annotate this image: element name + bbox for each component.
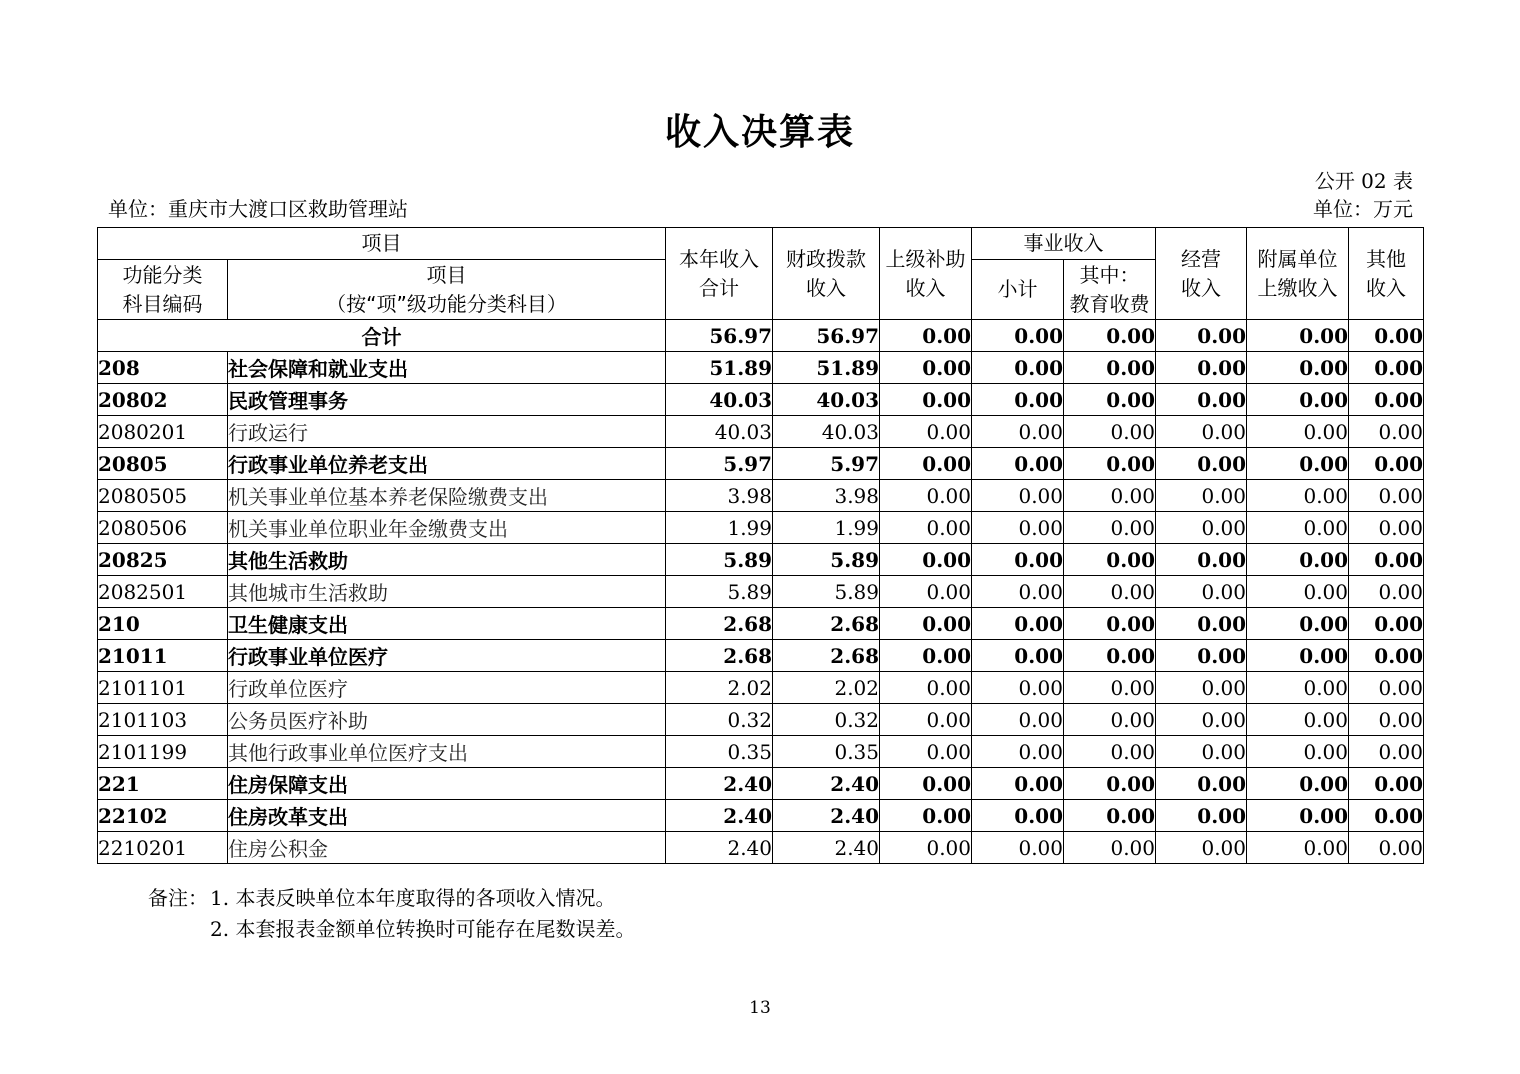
table-row (98, 704, 1424, 736)
row-name: 其他城市生活救助 (228, 576, 666, 608)
row-value: 0.00 (1247, 672, 1349, 704)
row-value: 0.00 (972, 608, 1064, 640)
row-value: 0.00 (1156, 640, 1247, 672)
header-fiscal-line2: 收入 (806, 275, 846, 300)
row-value: 2.40 (773, 800, 880, 832)
row-code: 210 (98, 608, 228, 640)
row-value: 0.00 (880, 832, 972, 864)
row-code: 21011 (98, 640, 228, 672)
row-value: 5.97 (666, 448, 773, 480)
row-value: 0.00 (1064, 352, 1156, 384)
row-name: 住房公积金 (228, 832, 666, 864)
row-value: 0.00 (1156, 832, 1247, 864)
row-value: 0.00 (1247, 448, 1349, 480)
row-value: 0.00 (1349, 672, 1424, 704)
row-value: 0.00 (972, 544, 1064, 576)
row-value: 0.00 (1247, 512, 1349, 544)
table-row (98, 736, 1424, 768)
row-value: 0.00 (972, 576, 1064, 608)
row-name: 行政事业单位养老支出 (228, 448, 666, 480)
row-value: 0.00 (1247, 832, 1349, 864)
row-value: 0.00 (1064, 544, 1156, 576)
header-func-code (98, 260, 228, 320)
header-other-line1: 其他 (1366, 246, 1406, 271)
row-code: 22102 (98, 800, 228, 832)
table-row (98, 832, 1424, 864)
total-cell: 0.00 (1247, 320, 1349, 352)
row-value: 3.98 (773, 480, 880, 512)
row-value: 0.00 (880, 416, 972, 448)
row-value: 0.00 (1247, 576, 1349, 608)
row-value: 0.00 (1247, 480, 1349, 512)
header-edu (1064, 260, 1156, 320)
income-statement-table (97, 227, 1424, 864)
row-code: 20802 (98, 384, 228, 416)
header-func-code-line1: 功能分类 (122, 262, 203, 287)
row-value: 2.68 (666, 640, 773, 672)
row-value: 5.89 (773, 544, 880, 576)
page-number: 13 (749, 998, 771, 1018)
row-name: 其他行政事业单位医疗支出 (228, 736, 666, 768)
notes (148, 883, 635, 945)
row-value: 0.00 (972, 736, 1064, 768)
row-value: 0.00 (1156, 576, 1247, 608)
row-code: 2101101 (98, 672, 228, 704)
page-title: 收入决算表 (664, 112, 855, 153)
table-row (98, 352, 1424, 384)
row-code: 2101199 (98, 736, 228, 768)
header-edu-line2: 教育收费 (1069, 291, 1150, 316)
reporting-unit: 单位：重庆市大渡口区救助管理站 (108, 197, 408, 221)
row-value: 0.00 (1349, 800, 1424, 832)
header-superior-line1: 上级补助 (885, 246, 966, 271)
row-value: 0.00 (1349, 576, 1424, 608)
row-value: 0.32 (666, 704, 773, 736)
row-value: 0.35 (666, 736, 773, 768)
row-value: 2.40 (666, 832, 773, 864)
total-label: 合计 (98, 320, 666, 352)
row-value: 0.00 (1064, 736, 1156, 768)
row-value: 0.00 (1349, 448, 1424, 480)
row-value: 0.00 (1064, 608, 1156, 640)
row-name: 社会保障和就业支出 (228, 352, 666, 384)
table-row (98, 512, 1424, 544)
table-row (98, 640, 1424, 672)
row-value: 0.00 (1156, 608, 1247, 640)
row-value: 0.00 (1064, 672, 1156, 704)
row-value: 2.02 (666, 672, 773, 704)
total-row (98, 320, 1424, 352)
row-value: 0.00 (880, 640, 972, 672)
row-value: 0.00 (972, 640, 1064, 672)
row-value: 0.00 (1156, 448, 1247, 480)
row-value: 0.00 (880, 512, 972, 544)
row-name: 行政事业单位医疗 (228, 640, 666, 672)
row-value: 0.00 (972, 384, 1064, 416)
row-value: 0.00 (880, 384, 972, 416)
total-cell: 0.00 (1156, 320, 1247, 352)
header-career: 事业收入 (972, 228, 1156, 260)
row-value: 0.00 (1247, 352, 1349, 384)
table-row (98, 576, 1424, 608)
row-name: 住房改革支出 (228, 800, 666, 832)
row-value: 0.00 (1064, 800, 1156, 832)
row-value: 0.00 (1064, 384, 1156, 416)
header-subtotal: 小计 (972, 260, 1064, 320)
row-value: 0.00 (972, 416, 1064, 448)
row-value: 0.00 (1156, 800, 1247, 832)
header-affiliated-line2: 上缴收入 (1257, 275, 1338, 300)
row-code: 20805 (98, 448, 228, 480)
row-name: 卫生健康支出 (228, 608, 666, 640)
row-value: 0.00 (880, 480, 972, 512)
row-value: 0.35 (773, 736, 880, 768)
total-cell: 0.00 (1349, 320, 1424, 352)
row-name: 行政单位医疗 (228, 672, 666, 704)
row-value: 0.00 (1349, 608, 1424, 640)
row-value: 0.00 (1349, 512, 1424, 544)
row-value: 0.00 (972, 480, 1064, 512)
note-row (148, 883, 635, 914)
row-value: 0.00 (1349, 384, 1424, 416)
row-value: 2.40 (666, 768, 773, 800)
row-value: 5.97 (773, 448, 880, 480)
row-code: 2082501 (98, 576, 228, 608)
note-item: 1. 本表反映单位本年度取得的各项收入情况。 (210, 886, 616, 910)
row-value: 5.89 (666, 544, 773, 576)
row-value: 0.00 (1156, 544, 1247, 576)
row-code: 2080505 (98, 480, 228, 512)
header-item-line1: 项目 (426, 262, 467, 287)
row-value: 0.00 (972, 832, 1064, 864)
header-func-code-line2: 科目编码 (122, 291, 203, 316)
row-value: 0.00 (972, 672, 1064, 704)
header-total-line1: 本年收入 (679, 246, 759, 271)
row-name: 机关事业单位基本养老保险缴费支出 (228, 480, 666, 512)
header-fiscal (773, 228, 880, 320)
row-value: 0.00 (1349, 544, 1424, 576)
row-code: 221 (98, 768, 228, 800)
row-value: 0.00 (1064, 448, 1156, 480)
total-cell: 0.00 (880, 320, 972, 352)
row-value: 0.00 (972, 448, 1064, 480)
row-value: 2.68 (666, 608, 773, 640)
header-item-line2: （按“项”级功能分类科目） (326, 291, 567, 316)
total-cell: 0.00 (972, 320, 1064, 352)
row-value: 0.00 (1247, 384, 1349, 416)
row-value: 0.00 (1349, 352, 1424, 384)
row-value: 40.03 (773, 416, 880, 448)
row-value: 0.00 (1349, 480, 1424, 512)
row-value: 0.00 (880, 576, 972, 608)
header-fiscal-line1: 财政拨款 (786, 246, 866, 271)
row-name: 公务员医疗补助 (228, 704, 666, 736)
row-value: 0.00 (1064, 416, 1156, 448)
row-value: 1.99 (666, 512, 773, 544)
row-value: 0.00 (1064, 576, 1156, 608)
row-code: 2210201 (98, 832, 228, 864)
notes-label: 备注： (148, 886, 208, 910)
row-value: 0.00 (1156, 704, 1247, 736)
row-value: 0.00 (1156, 352, 1247, 384)
table-row (98, 448, 1424, 480)
row-value: 0.32 (773, 704, 880, 736)
table-row (98, 480, 1424, 512)
row-value: 0.00 (880, 448, 972, 480)
note-row (148, 914, 635, 945)
row-value: 0.00 (880, 736, 972, 768)
table-row (98, 608, 1424, 640)
row-code: 208 (98, 352, 228, 384)
row-value: 0.00 (972, 800, 1064, 832)
row-value: 0.00 (880, 672, 972, 704)
row-value: 0.00 (1156, 736, 1247, 768)
row-value: 0.00 (972, 352, 1064, 384)
row-value: 0.00 (1156, 416, 1247, 448)
row-code: 2101103 (98, 704, 228, 736)
row-value: 0.00 (1247, 608, 1349, 640)
header-total (666, 228, 773, 320)
row-value: 0.00 (1247, 416, 1349, 448)
table-row (98, 416, 1424, 448)
header-superior-line2: 收入 (905, 275, 946, 300)
row-value: 0.00 (1064, 832, 1156, 864)
note-item: 2. 本套报表金额单位转换时可能存在尾数误差。 (210, 917, 636, 941)
row-value: 0.00 (1247, 704, 1349, 736)
row-value: 0.00 (880, 352, 972, 384)
row-value: 2.40 (773, 768, 880, 800)
header-operating-line2: 收入 (1181, 275, 1221, 300)
row-value: 40.03 (666, 384, 773, 416)
row-value: 2.40 (773, 832, 880, 864)
row-value: 0.00 (972, 768, 1064, 800)
row-value: 0.00 (1064, 640, 1156, 672)
row-value: 0.00 (1349, 736, 1424, 768)
row-name: 其他生活救助 (228, 544, 666, 576)
row-value: 0.00 (1247, 800, 1349, 832)
row-value: 0.00 (972, 512, 1064, 544)
row-value: 0.00 (1349, 416, 1424, 448)
row-value: 0.00 (1349, 768, 1424, 800)
row-value: 40.03 (666, 416, 773, 448)
total-cell: 0.00 (1064, 320, 1156, 352)
row-value: 0.00 (880, 704, 972, 736)
table-row (98, 672, 1424, 704)
row-name: 住房保障支出 (228, 768, 666, 800)
header-project: 项目 (98, 228, 666, 260)
table-row (98, 384, 1424, 416)
money-unit: 单位：万元 (1313, 197, 1413, 221)
total-cell: 56.97 (773, 320, 880, 352)
header-affiliated-line1: 附属单位 (1257, 246, 1338, 271)
total-cell: 56.97 (666, 320, 773, 352)
row-value: 0.00 (1064, 704, 1156, 736)
row-code: 2080201 (98, 416, 228, 448)
row-value: 0.00 (880, 768, 972, 800)
row-value: 0.00 (1156, 672, 1247, 704)
row-value: 40.03 (773, 384, 880, 416)
header-operating (1156, 228, 1247, 320)
row-value: 1.99 (773, 512, 880, 544)
row-value: 0.00 (1064, 480, 1156, 512)
row-value: 0.00 (972, 704, 1064, 736)
row-value: 0.00 (1247, 768, 1349, 800)
row-code: 20825 (98, 544, 228, 576)
row-name: 民政管理事务 (228, 384, 666, 416)
row-value: 2.40 (666, 800, 773, 832)
row-value: 0.00 (1156, 512, 1247, 544)
table-body (98, 228, 1424, 864)
header-row-1 (98, 228, 1424, 260)
row-code: 2080506 (98, 512, 228, 544)
row-value: 0.00 (1247, 736, 1349, 768)
table-row (98, 544, 1424, 576)
row-value: 0.00 (880, 544, 972, 576)
row-value: 0.00 (1156, 480, 1247, 512)
row-value: 0.00 (1064, 768, 1156, 800)
row-value: 0.00 (1349, 832, 1424, 864)
row-value: 2.68 (773, 608, 880, 640)
row-value: 0.00 (1156, 384, 1247, 416)
row-value: 3.98 (666, 480, 773, 512)
row-name: 机关事业单位职业年金缴费支出 (228, 512, 666, 544)
header-total-line2: 合计 (699, 275, 739, 300)
row-value: 51.89 (666, 352, 773, 384)
header-other-line2: 收入 (1366, 275, 1406, 300)
header-superior (880, 228, 972, 320)
row-value: 2.68 (773, 640, 880, 672)
header-other (1349, 228, 1424, 320)
row-value: 0.00 (1247, 544, 1349, 576)
table-row (98, 768, 1424, 800)
row-value: 0.00 (880, 800, 972, 832)
form-number: 公开 02 表 (1314, 169, 1413, 193)
row-value: 5.89 (666, 576, 773, 608)
row-value: 0.00 (1349, 704, 1424, 736)
table-row (98, 800, 1424, 832)
row-value: 5.89 (773, 576, 880, 608)
header-affiliated (1247, 228, 1349, 320)
row-value: 0.00 (1247, 640, 1349, 672)
row-value: 51.89 (773, 352, 880, 384)
header-operating-line1: 经营 (1181, 246, 1221, 271)
row-name: 行政运行 (228, 416, 666, 448)
header-item (228, 260, 666, 320)
row-value: 0.00 (1156, 768, 1247, 800)
row-value: 0.00 (1349, 640, 1424, 672)
row-value: 0.00 (1064, 512, 1156, 544)
header-edu-line1: 其中： (1079, 262, 1140, 287)
row-value: 2.02 (773, 672, 880, 704)
row-value: 0.00 (880, 608, 972, 640)
